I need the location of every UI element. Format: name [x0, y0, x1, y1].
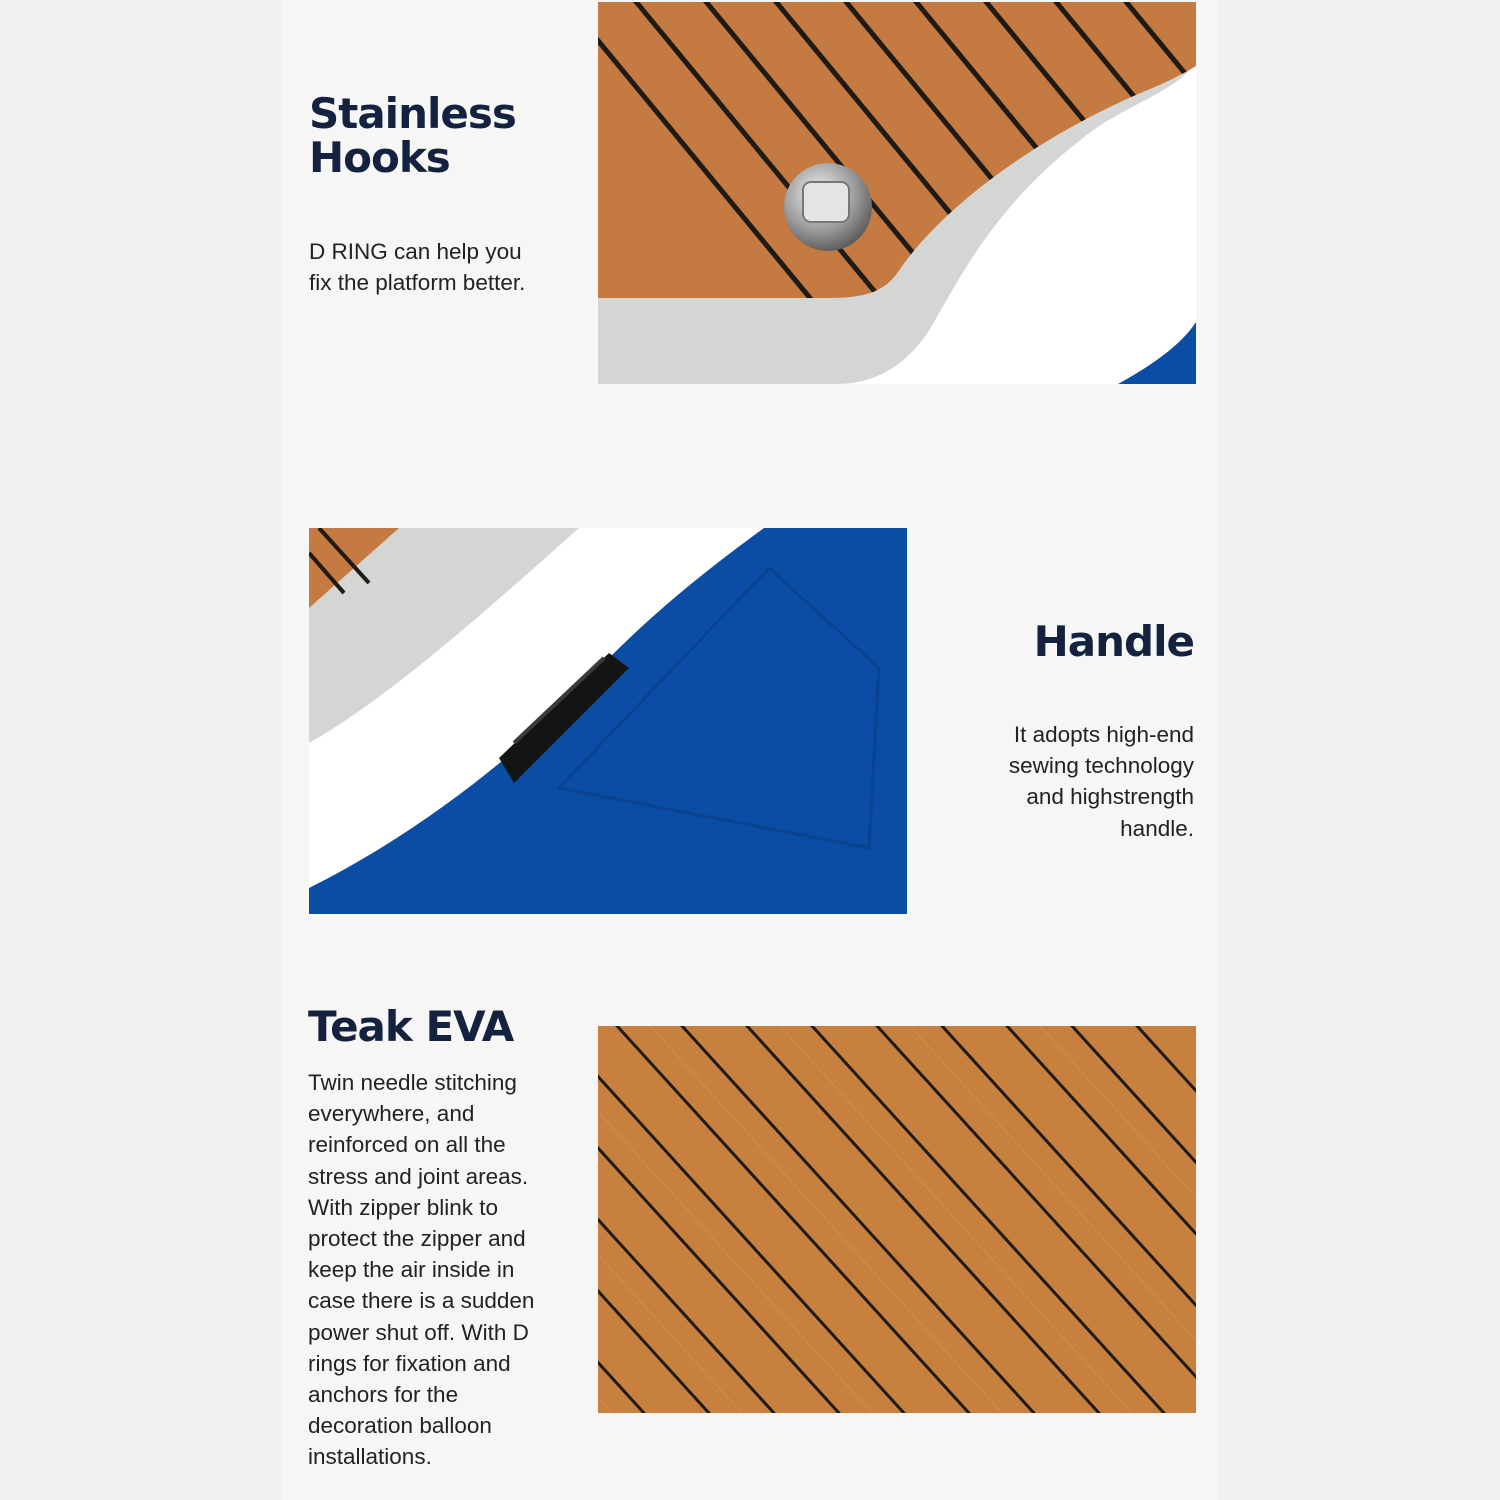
teak-eva-description — [308, 1067, 534, 1473]
text-line: anchors for the — [308, 1382, 459, 1408]
text-line: reinforced on all the — [308, 1132, 506, 1158]
d-ring-photo — [598, 2, 1196, 384]
text-line: keep the air inside in — [308, 1257, 515, 1283]
text-line: sewing technology — [1008, 753, 1194, 779]
text-line: Twin needle stitching — [308, 1070, 517, 1095]
heading-line-2: Hooks — [309, 133, 450, 182]
text-line: power shut off. With D — [308, 1319, 529, 1345]
text-line: rings for fixation and — [308, 1350, 511, 1376]
text-line: handle. — [1120, 815, 1194, 841]
text-line: installations. — [308, 1444, 432, 1470]
handle-description — [1009, 719, 1194, 844]
text-line: case there is a sudden — [308, 1288, 535, 1314]
text-line: stress and joint areas. — [308, 1163, 529, 1189]
text-line: With zipper blink to — [308, 1194, 499, 1220]
text-line: fix the platform better. — [309, 270, 526, 296]
handle-heading: Handle — [1033, 617, 1194, 666]
text-line: D RING can help you — [309, 239, 522, 264]
teak-eva-photo — [598, 1026, 1196, 1413]
heading-line-1: Stainless — [309, 89, 516, 138]
text-line: everywhere, and — [308, 1101, 475, 1127]
stainless-hooks-description — [309, 236, 525, 298]
handle-photo — [309, 528, 907, 914]
stainless-hooks-heading — [309, 89, 516, 182]
text-line: It adopts high-end — [1013, 722, 1194, 747]
product-feature-page — [283, 0, 1218, 1500]
text-line: decoration balloon — [308, 1413, 492, 1439]
text-line: and highstrength — [1026, 784, 1194, 810]
text-line: protect the zipper and — [308, 1226, 526, 1252]
teak-eva-heading: Teak EVA — [308, 1002, 514, 1051]
